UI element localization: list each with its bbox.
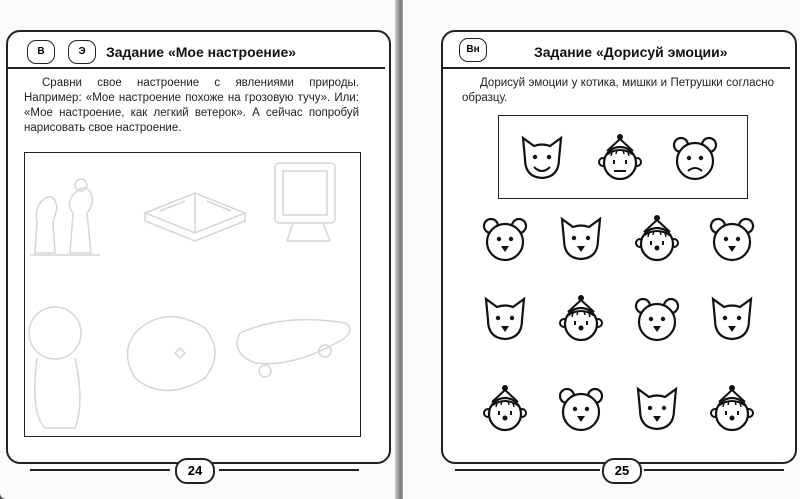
exercise-petrushka-face[interactable] — [632, 214, 682, 264]
sample-cat-face — [517, 133, 567, 183]
category-badge-e: Э — [68, 40, 96, 64]
exercise-cat-face[interactable] — [480, 294, 530, 344]
sample-bear-face — [670, 133, 720, 183]
mood-drawing-area[interactable] — [24, 152, 361, 437]
left-page-number: 24 — [175, 458, 215, 484]
right-footer-line-right — [644, 469, 784, 471]
exercise-petrushka-face[interactable] — [556, 294, 606, 344]
exercise-cat-face[interactable] — [556, 214, 606, 264]
left-footer-line-left — [30, 469, 170, 471]
right-page-number: 25 — [602, 458, 642, 484]
exercise-cat-face[interactable] — [632, 384, 682, 434]
left-task-title: Задание «Мое настроение» — [106, 44, 297, 60]
right-title-divider — [443, 67, 790, 69]
exercise-bear-face[interactable] — [480, 214, 530, 264]
left-title-divider — [8, 67, 385, 69]
exercise-petrushka-face[interactable] — [707, 384, 757, 434]
exercise-bear-face[interactable] — [632, 294, 682, 344]
open-book-picture — [145, 193, 245, 241]
category-badge-v: В — [27, 40, 55, 64]
sample-petrushka-face — [595, 133, 645, 183]
computer-monitor-picture — [275, 163, 335, 241]
exercise-cat-face[interactable] — [707, 294, 757, 344]
right-instruction-text: Дорисуй эмоции у котика, мишки и Петрушки согласно образцу. — [462, 77, 774, 104]
right-task-title: Задание «Дорисуй эмоции» — [534, 44, 728, 60]
left-footer-line-right — [219, 469, 359, 471]
exercise-bear-face[interactable] — [707, 214, 757, 264]
exercise-bear-face[interactable] — [556, 384, 606, 434]
left-instruction-text: Сравни свое настроение с явлениями природы. Например: «Мое настроение похоже на грозовую тучу». Или: «Мое настроение, как легкий ветерок». А сейчас попробуй нарисовать свое настроение. — [24, 77, 359, 134]
skateboard-picture — [237, 320, 350, 377]
doll-picture — [29, 307, 81, 428]
faint-background-pictures — [25, 153, 360, 436]
cushion-picture — [128, 317, 216, 391]
exercise-petrushka-face[interactable] — [480, 384, 530, 434]
category-badge-vn: Вн — [459, 38, 487, 62]
chess-pieces-picture — [30, 179, 100, 255]
right-footer-line-left — [455, 469, 600, 471]
